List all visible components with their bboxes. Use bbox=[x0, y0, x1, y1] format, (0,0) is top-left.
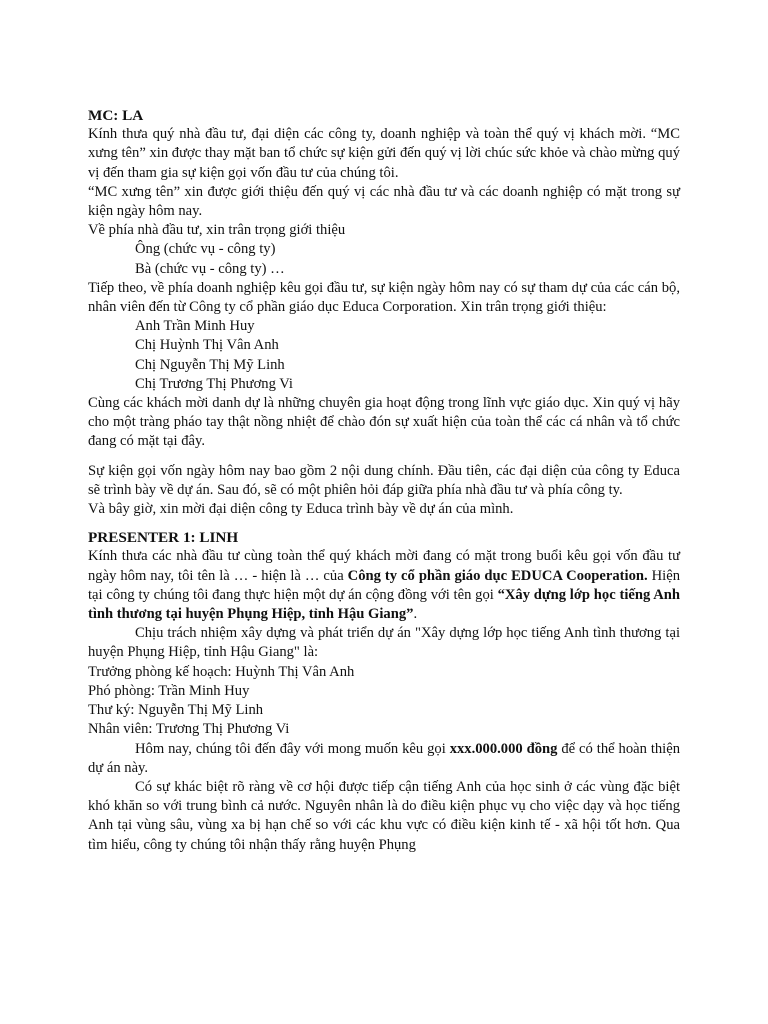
document-page bbox=[88, 106, 680, 855]
mc-paragraph-welcome: Kính thưa quý nhà đầu tư, đại diện các công ty, doanh nghiệp và toàn thể quý vị khách mời. “MC xưng tên” xin được thay mặt ban tổ chức sự kiện gửi đến quý vị lời chúc sức khỏe và chào mừng quý vị đến tham gia sự kiện gọi vốn đầu tư của chúng tôi. bbox=[88, 126, 680, 181]
presenter-paragraph-context: Có sự khác biệt rõ ràng về cơ hội được tiếp cận tiếng Anh của học sinh ở các vùng đặc biệt khó khăn so với trung bình cả nước. Nguyên nhân là do điều kiện phục vụ cho việc dạy và học tiếng Anh tại vùng sâu, vùng xa bị hạn chế so với các khu vực có điều kiện kinh tế - xã hội tốt hơn. Qua tìm hiểu, công ty chúng tôi nhận thấy rằng huyện Phụng bbox=[88, 778, 680, 853]
funding-amount: xxx.000.000 đồng bbox=[449, 740, 558, 757]
mc-paragraph-agenda: Sự kiện gọi vốn ngày hôm nay bao gồm 2 nội dung chính. Đầu tiên, các đại diện của công ty Educa sẽ trình bày về dự án. Sau đó, sẽ có một phiên hỏi đáp giữa phía nhà đầu tư và phía công ty. bbox=[88, 462, 680, 498]
role-item: Trưởng phòng kế hoạch: Huỳnh Thị Vân Anh bbox=[88, 663, 355, 680]
mc-paragraph-guests: Cùng các khách mời danh dự là những chuyên gia hoạt động trong lĩnh vực giáo dục. Xin quý vị hãy cho một tràng pháo tay thật nồng nhiệt để chào đón sự xuất hiện của toàn thể các cá nhân và tổ chức đang có mặt tại đây. bbox=[88, 395, 680, 450]
role-item: Thư ký: Nguyễn Thị Mỹ Linh bbox=[88, 702, 264, 719]
presenter-paragraph-funding: Hôm nay, chúng tôi đến đây với mong muốn kêu gọi xxx.000.000 đồng để có thể hoàn thiện dự án này. bbox=[88, 740, 681, 776]
mc-paragraph-introduce: “MC xưng tên” xin được giới thiệu đến quý vị các nhà đầu tư và các doanh nghiệp có mặt trong sự kiện ngày hôm nay. bbox=[88, 183, 680, 220]
staff-item: Chị Trương Thị Phương Vi bbox=[135, 375, 293, 392]
staff-item: Anh Trần Minh Huy bbox=[135, 318, 255, 335]
role-item: Phó phòng: Trần Minh Huy bbox=[88, 682, 250, 699]
mc-paragraph-investors: Về phía nhà đầu tư, xin trân trọng giới thiệu bbox=[88, 222, 346, 239]
project-name: “Xây dựng lớp học tiếng Anh tình thương tại huyện Phụng Hiệp, tỉnh Hậu Giang” bbox=[88, 586, 680, 623]
staff-item: Chị Nguyễn Thị Mỹ Linh bbox=[135, 356, 285, 373]
company-name: Công ty cổ phần giáo dục EDUCA Cooperation. bbox=[347, 567, 648, 584]
investor-item: Bà (chức vụ - công ty) … bbox=[135, 260, 285, 277]
presenter-paragraph-intro: Kính thưa các nhà đầu tư cùng toàn thể quý khách mời đang có mặt trong buổi kêu gọi vốn đầu tư ngày hôm nay, tôi tên là … - hiện là … của Công ty cổ phần giáo dục EDUCA Cooperation. Hiện tại công ty chúng tôi đang thực hiện một dự án cộng đồng với tên gọi “Xây dựng lớp học tiếng Anh tình thương tại huyện Phụng Hiệp, tỉnh Hậu Giang”. bbox=[88, 548, 680, 623]
role-item: Nhân viên: Trương Thị Phương Vi bbox=[88, 721, 290, 738]
presenter-paragraph-responsible: Chịu trách nhiệm xây dựng và phát triển dự án "Xây dựng lớp học tiếng Anh tình thương tại huyện Phụng Hiệp, tỉnh Hậu Giang" là: bbox=[88, 625, 680, 661]
presenter-heading: PRESENTER 1: LINH bbox=[88, 529, 239, 547]
mc-heading: MC: LA bbox=[88, 107, 144, 124]
staff-item: Chị Huỳnh Thị Vân Anh bbox=[135, 337, 279, 354]
investor-item: Ông (chức vụ - công ty) bbox=[135, 241, 276, 258]
mc-paragraph-company: Tiếp theo, về phía doanh nghiệp kêu gọi đầu tư, sự kiện ngày hôm nay có sự tham dự của các cán bộ, nhân viên đến từ Công ty cổ phần giáo dục Educa Corporation. Xin trân trọng giới thiệu: bbox=[88, 279, 680, 316]
mc-paragraph-invite: Và bây giờ, xin mời đại diện công ty Educa trình bày về dự án của mình. bbox=[88, 501, 514, 518]
